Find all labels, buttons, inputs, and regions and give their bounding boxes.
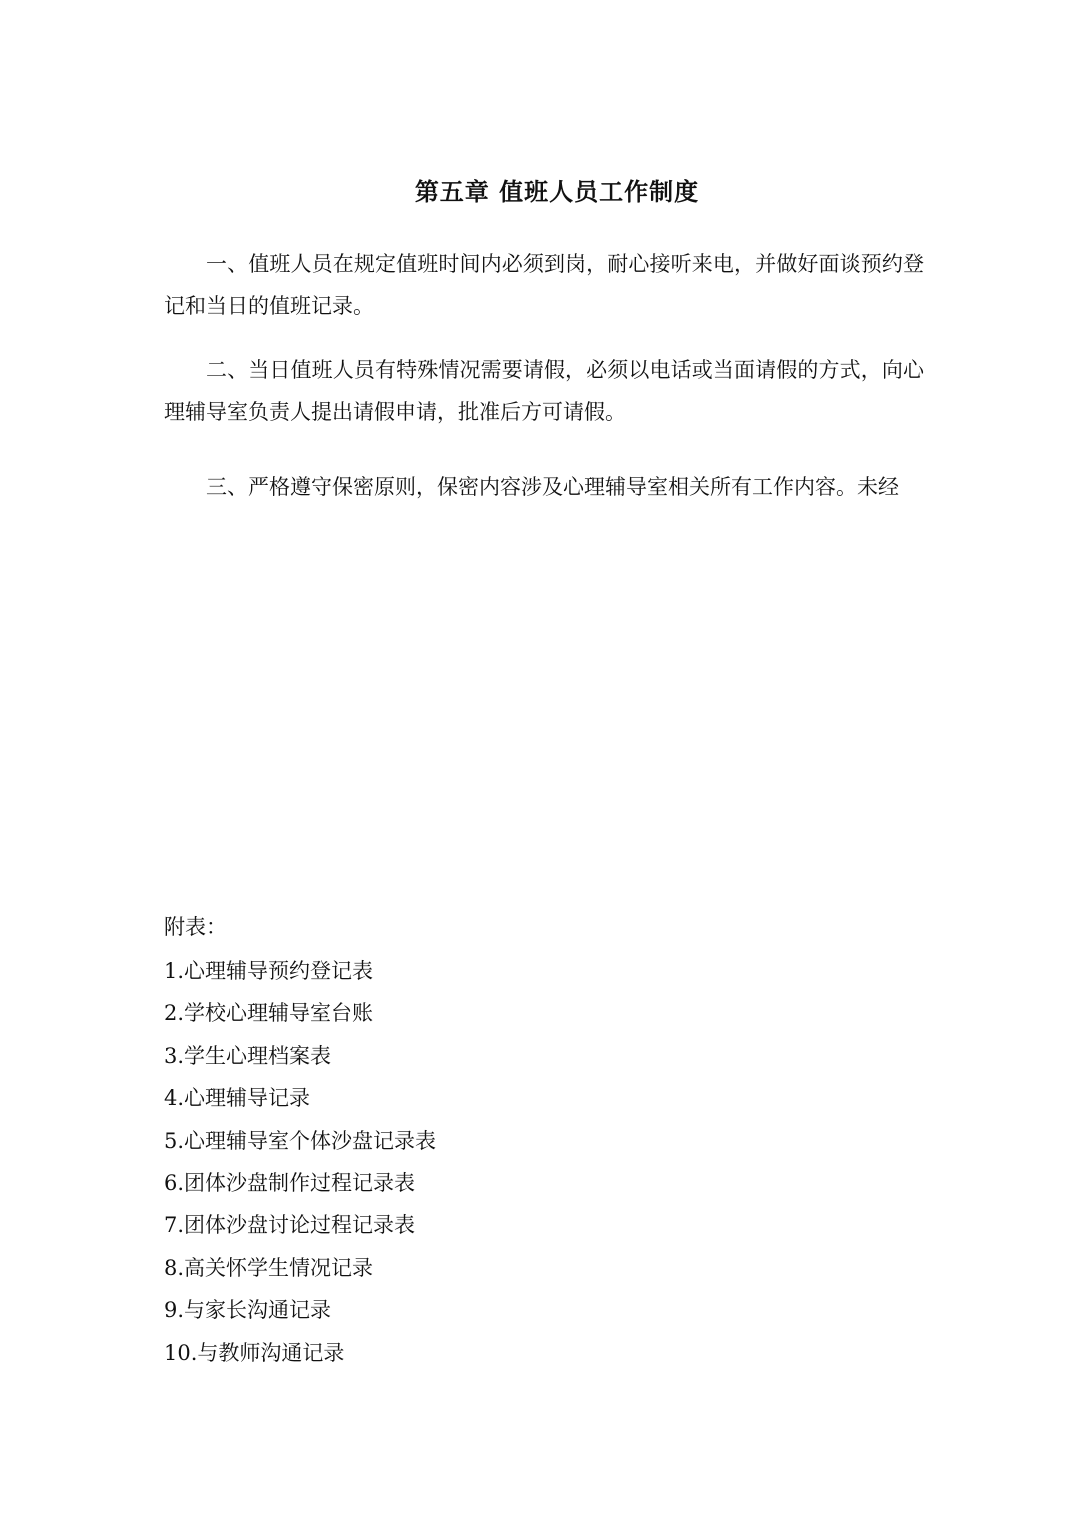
appendix-item: 2.学校心理辅导室台账 (164, 1001, 374, 1026)
appendix-list (164, 950, 436, 1374)
rule-paragraph-1: 一、值班人员在规定值班时间内必须到岗，耐心接听来电，并做好面谈预约登记和当日的值班记录。 (164, 252, 924, 318)
appendix-section (164, 908, 436, 1374)
rule-paragraph-3: 三、严格遵守保密原则，保密内容涉及心理辅导室相关所有工作内容。未经 (206, 475, 899, 499)
appendix-heading: 附表： (164, 915, 227, 939)
appendix-item: 7.团体沙盘讨论过程记录表 (164, 1213, 416, 1238)
appendix-item: 3.学生心理档案表 (164, 1043, 332, 1068)
appendix-item: 6.团体沙盘制作过程记录表 (164, 1170, 416, 1195)
appendix-item: 5.心理辅导室个体沙盘记录表 (164, 1128, 437, 1153)
appendix-item: 9.与家长沟通记录 (164, 1298, 332, 1323)
appendix-item: 10.与教师沟通记录 (164, 1340, 345, 1365)
chapter-title: 第五章 值班人员工作制度 (414, 177, 700, 206)
rule-paragraph-2: 二、当日值班人员有特殊情况需要请假，必须以电话或当面请假的方式，向心理辅导室负责人提出请假申请，批准后方可请假。 (164, 358, 924, 424)
appendix-item: 8.高关怀学生情况记录 (164, 1255, 374, 1280)
appendix-item: 1.心理辅导预约登记表 (164, 959, 374, 983)
appendix-item: 4.心理辅导记录 (164, 1086, 311, 1111)
